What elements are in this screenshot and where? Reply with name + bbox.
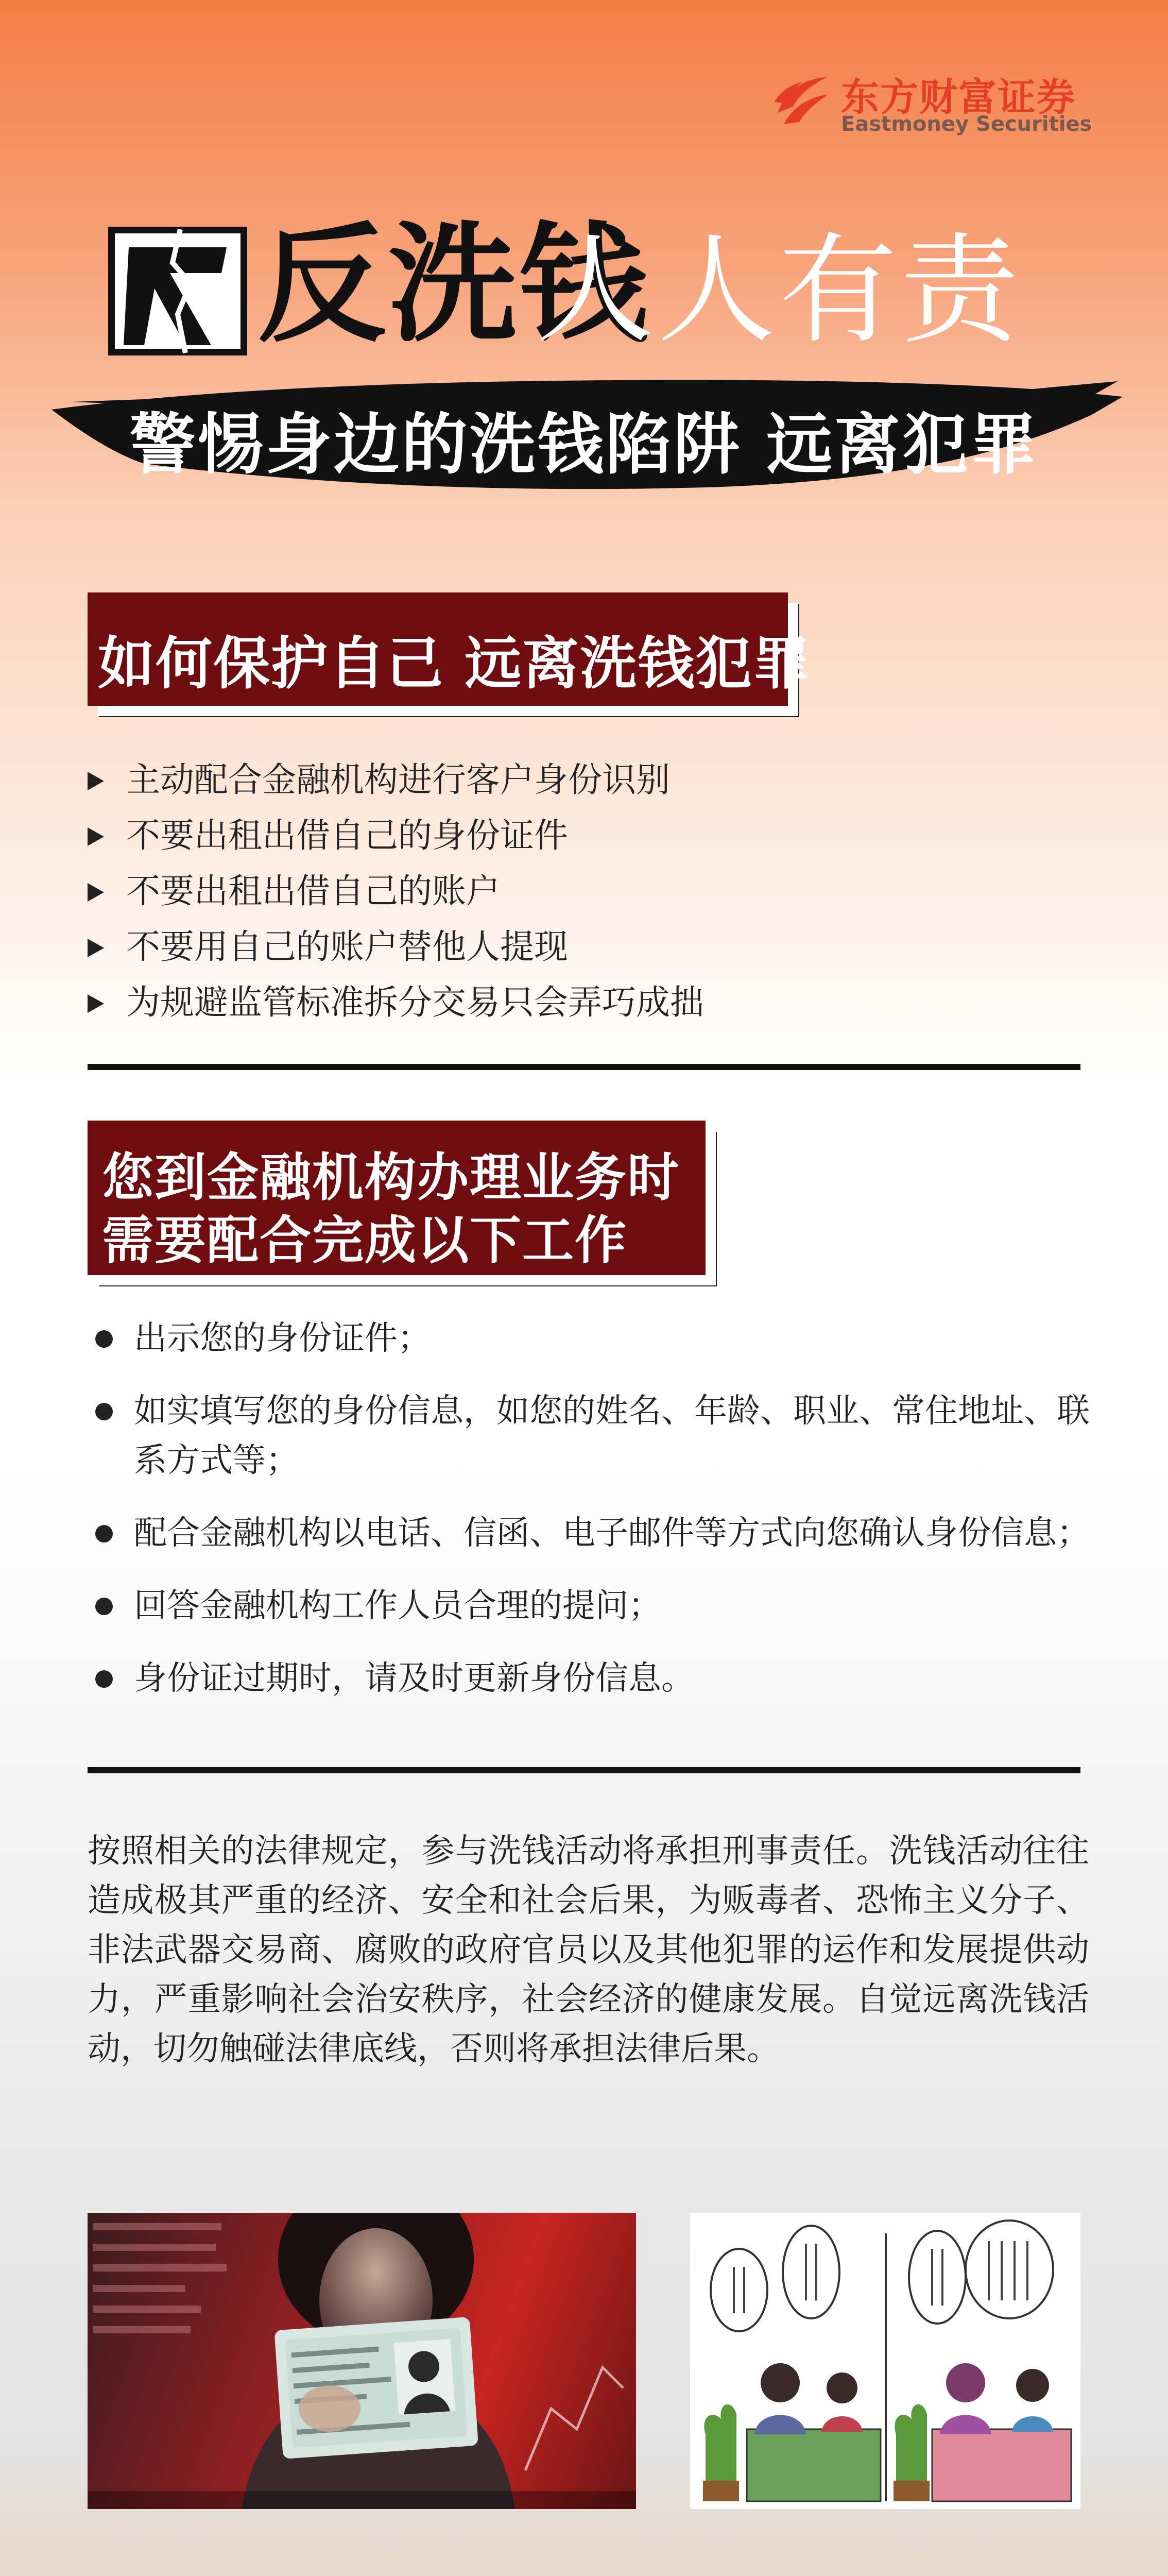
legal-paragraph: 按照相关的法律规定，参与洗钱活动将承担刑事责任。洗钱活动往往造成极其严重的经济、安全和社会后果，为贩毒者、恐怖主义分子、非法武器交易商、腐败的政府官员以及其他犯罪的运作和发展提供动力，严重影响社会治安秩序，社会经济的健康发展。自觉远离洗钱活动，切勿触碰法律底线，否则将承担法律后果。 xyxy=(88,1832,1089,2068)
list-item: 主动配合金融机构进行客户身份识别 xyxy=(88,752,1092,808)
logo-name-cn: 东方财富证券 xyxy=(841,75,1076,120)
divider xyxy=(88,1064,1080,1070)
list-item: 不要出租出借自己的身份证件 xyxy=(88,808,1092,863)
section2-title-line2: 需要配合完成以下工作 xyxy=(102,1210,627,1270)
triangle-bullet-icon xyxy=(88,939,104,957)
dot-bullet-icon xyxy=(95,1330,113,1348)
divider xyxy=(88,1767,1080,1773)
section1-title: 如何保护自己 远离洗钱犯罪 xyxy=(98,631,811,697)
headline-part1: 反洗钱 xyxy=(257,210,650,360)
list-item: 不要出租出借自己的账户 xyxy=(88,863,1092,919)
logo-name-en: Eastmoney Securities xyxy=(841,112,1092,136)
cracked-character-icon xyxy=(108,227,247,355)
list-item: 不要用自己的账户替他人提现 xyxy=(88,919,1092,975)
triangle-bullet-icon xyxy=(88,827,104,846)
bank-counter-cartoon-icon xyxy=(690,2213,1080,2509)
dot-bullet-icon xyxy=(95,1525,113,1543)
dot-bullet-icon xyxy=(95,1598,113,1615)
list-item: 配合金融机构以电话、信函、电子邮件等方式向您确认身份信息； xyxy=(95,1509,1100,1558)
section2-header xyxy=(88,1121,706,1275)
headline-subtitle: 警惕身边的洗钱陷阱 远离犯罪 xyxy=(129,406,1039,483)
triangle-bullet-icon xyxy=(88,883,104,902)
brand-logo xyxy=(771,67,1101,144)
list-item: 出示您的身份证件； xyxy=(95,1314,1100,1363)
list-item: 为规避监管标准拆分交易只会弄巧成拙 xyxy=(88,975,1092,1030)
section1-header xyxy=(88,592,811,706)
list-item: 回答金融机构工作人员合理的提问； xyxy=(95,1581,1100,1631)
headline xyxy=(108,210,1087,371)
triangle-bullet-icon xyxy=(88,994,104,1013)
list-item: 身份证过期时，请及时更新身份信息。 xyxy=(95,1654,1100,1703)
id-card-illustration-icon xyxy=(88,2213,636,2509)
section2-list xyxy=(95,1314,1100,1726)
id-card-photo xyxy=(88,2213,636,2509)
cartoon-illustration xyxy=(690,2213,1080,2509)
eastmoney-logo-icon xyxy=(771,70,833,131)
headline-part2: 人人有责 xyxy=(536,222,1022,360)
dot-bullet-icon xyxy=(95,1670,113,1688)
triangle-bullet-icon xyxy=(88,772,104,790)
section1-list xyxy=(88,752,1092,1030)
list-item: 如实填写您的身份信息，如您的姓名、年龄、职业、常住地址、联系方式等； xyxy=(95,1386,1100,1485)
section2-title-line1: 您到金融机构办理业务时 xyxy=(102,1147,680,1208)
dot-bullet-icon xyxy=(95,1403,113,1420)
